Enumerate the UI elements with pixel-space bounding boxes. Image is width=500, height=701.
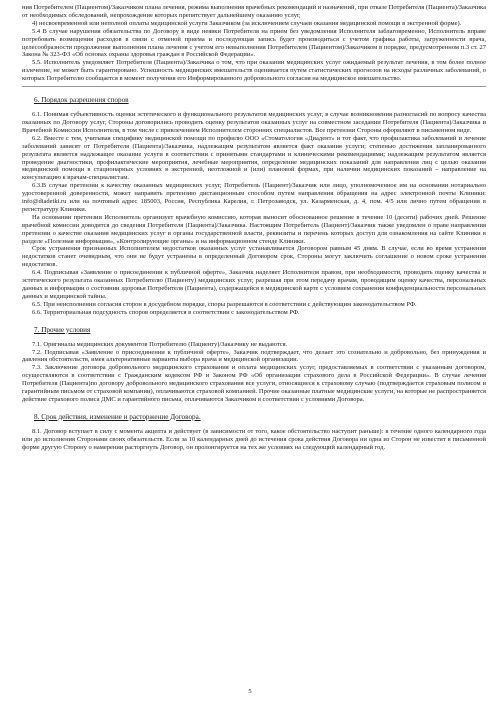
paragraph-6-3: 6.3.В случае претензии к качеству оказанных медицинских услуг, Потребитель (Пациент)/Заказчик или лицо, уполномоченное им на основании нотариально удостоверенной доверенности, может направить претензию дистанционным способом путем направления обращения на адрес электронной почты Клиники: info@diadetki.ru или на почтовый адрес 185003, Россия, Республика Карелия, г. Петрозаводск, ул. Казарменская, д. 4, пом. 4/5 или лично путем обращения в регистратуру Клиники. xyxy=(22,182,486,213)
paragraph-8-1: 8.1. Договор вступает в силу с момента акцепта и действует (в зависимости от того, какое обстоятельство наступит раньше): в течение одного календарного года или до исполнения Сторонами своих обязательств. Если за 10 календарных дней до истечения срока действия Договора ни одна из Сторон не известит в письменной форме другую Сторону о намерении расторгнуть Договор, он пролонгируется на тех же условиях на следующий календарный год. xyxy=(22,427,486,451)
paragraph-6-3-commission: На основании претензии Исполнитель организует врачебную комиссию, которая выносит обоснованное решение в течение 10 (десяти) рабочих дней. Решение врачебной комиссии доводится до сведения Потребителя (Пациента)/Заказчика. Настоящим Потребитель (Пациент)/Заказчик также уведомлен о праве направления претензии о качестве оказания медицинских услуг в органы государственной власти, реквизиты и перечень которых доступ для ознакомления на сайте Клиники в разделе «Полезная информация», «Контролирующие органы» и на информационном стенде Клиники. xyxy=(22,213,486,245)
continuation-block xyxy=(22,4,486,83)
paragraph-7-1: 7.1. Оригиналы медицинских документов Потребителю (Пациенту)/Заказчику не выдаются. xyxy=(32,340,288,348)
section-7-heading: 7. Прочие условия xyxy=(34,325,91,334)
section-8-body xyxy=(22,428,486,452)
paragraph-6-5: 6.5. При неисполнении согласия сторон в досудебном порядке, споры разрешаются в соответствии с действующим законодательством РФ. xyxy=(32,300,417,308)
paragraph-6-2: 6.2. Вместе с тем, учитывая специфику медицинской помощи по профилю ООО «Стоматология «Диадент» и тот факт, что профилактика заболеваний и лечение заболеваний зависят от Потребителя (Пациента)/Заказчика, надлежащим результатом является факт оказания услуги; степенью достижения запланированного результата является надлежащее оказание услуги в соответствии с принятыми стандартами и клиническими рекомендациями; надлежащим результатом является проведение диагностики, профилактические мероприятия, лечебные мероприятия, определение медицинских показаний для направления лиц с целью оказания медицинской помощи в стационарных условиях в экстренной, неотложной и (или) плановой формах, при наличии медицинских показаний – направление на консультацию к врачам-специалистам. xyxy=(22,134,486,182)
section-6-heading: 6. Порядок разрешения споров xyxy=(34,96,129,105)
section-7-body xyxy=(22,341,486,404)
paragraph-6-4: 6.4. Подписывая «Заявление о присоединении к публичной оферте», Заказчик наделяет Исполнителя правом, при необходимости, проводить оценку качества и эстетического результата оказанных Потребителю (Пациенту) медицинских услуг, разрешая при этом передачу врачам, проводящим оценку качества, персональных данных и информации о состоянии здоровья Потребителя (Пациента), содержащейся в медицинской карте с условием сохранения конфиденциальности персональных данных и медицинской тайны. xyxy=(22,269,486,300)
page-number: 5 xyxy=(248,688,252,695)
section-8-heading: 8. Срок действия, изменение и расторжение Договора. xyxy=(34,412,201,421)
paragraph-7-2: 7.2. Подписывая «Заявление о присоединении к публичной оферте», Заказчик подтверждает, что делает это сознательно и добровольно, без принуждения и давления обстоятельств, имея альтернативные варианты выбора врача и медицинской организации. xyxy=(22,348,486,364)
paragraph-5-3-item-4: 4) несвоевременной или неполной оплаты медицинской услуги Заказчиком (за исключением случаев оказания медицинской помощи в экстренной форме). xyxy=(32,19,462,27)
paragraph-5-5: 5.5. Исполнитель уведомляет Потребителя (Пациента)/Заказчика о том, что при оказании медицинских услуг ожидаемый результат лечения, в том более полное излечение, не может быть гарантировано. Успешность медицинских вмешательств оценивается путем статистических прогнозов на исходы различных заболеваний, о которых Потребителю сообщается в момент получения его Информированного добровольного согласия на медицинское вмешательство. xyxy=(22,59,486,83)
paragraph-6-1: 6.1. Понимая субъективность оценки эстетического и функционального результатов медицинских услуг, в случае возникновения разногласий по вопросу качества оказанных по Договору услуг, Стороны договорились проводить оценку результатов оказанных услуг на совместном заседании Потребителя (Пациента)/Заказчика и Врачебной Комиссии Исполнителя, в том числе с привлечением Исполнителем сторонних специалистов. Все претензии Стороны оформляют в письменном виде. xyxy=(22,111,486,134)
paragraph-6-6: 6.6. Территориальная подсудность споров определяется в соответствии с законодательством РФ. xyxy=(32,308,300,316)
paragraph-5-3-end: ния Потребителем (Пациентом)/Заказчиком плана лечения, режима выполнения врачебных рекомендаций и назначений, при отказе Потребителя (Пациента)/Заказчика от необходимых обследований, непрохождение которых препятствует дальнейшему оказанию услуг, xyxy=(22,4,486,19)
section-6-body xyxy=(22,111,486,317)
section-divider xyxy=(22,86,486,87)
paragraph-5-4: 5.4 В случае нарушения обязательства по Договору в виде неявки Потребителя на прием без уведомления Исполнителя заблаговременно, Исполнитель вправе потребовать возмещения расходов в связи с отменой приема и последующая запись будет производиться с учетом графика работы, загруженности врача, целесообразности продолжения выполнения плана лечения с учетом его невыполнения Потребителем (Пациентом)/Заказчиком в порядке, предусмотренном п.3 ст. 27 Закона № 323-ФЗ «Об основах охраны здоровья граждан в Российской Федерации». xyxy=(22,27,486,59)
paragraph-7-3: 7.3. Заключение договора добровольного медицинского страхования и оплата медицинских услуг, предоставляемых в соответствии с указанным договором, осуществляются в соответствии с Гражданским кодексом РФ и Законом РФ «Об организации страхового дела в Российской Федерации». В случае лечения Потребителя (Пациента)по договору добровольного медицинского страхования все услуги, относящиеся к страховому случаю (подтверждается страховым полисом и гарантийным письмом от страховой компании), оплачиваются страховой компанией. Прочие оказанные платные медицинские услуги, на которые не распространяется действие страхового полиса ДМС и гарантийного письма, оплачиваются Заказчиком в соответствии с условиями Договора. xyxy=(22,364,486,403)
paragraph-6-3-term: Срок устранения признанных Исполнителем недостатков оказанных услуг устанавливается Договором равным 45 дням. В случае, если во время устранения недостатков станет очевидным, что они не будут устранены в определенный Договором срок, Стороны могут заключить соглашение о новом сроке устранения недостатков. xyxy=(22,245,486,269)
